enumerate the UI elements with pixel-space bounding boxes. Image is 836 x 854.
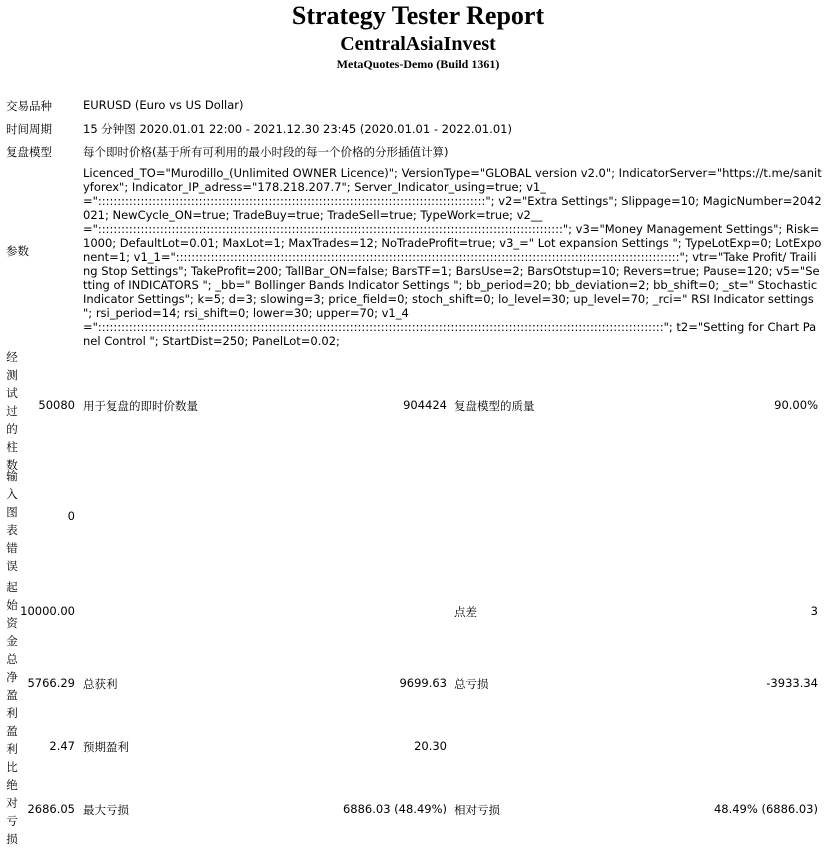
max-drawdown-label: 最大亏损 xyxy=(83,803,129,817)
expected-payoff-label: 预期盈利 xyxy=(83,740,129,754)
spread-label: 点差 xyxy=(454,605,477,619)
quality-label: 复盘模型的质量 xyxy=(454,399,535,413)
params-value: Licenced_TO="Murodillo_(Unlimited OWNER Licence)"; VersionType="GLOBAL version v2.0"; IndicatorServer="https://t.me/sanityforex"; Indicator_IP_adress="178.218.207.7"; Server_Indicator_using=true; v1_="::::::::::::::::::::::::::::::::::::::::::::::::::::::::::::::::::::::::::::::::::::::::::::::::::::"; v2="Extra Settings"; Slippage=10; MagicNumber=2042021; NewCycle_ON=true; TradeBuy=true; TradeSell=true; TypeWork=true; v2__="::::::::::::::::::::::::::::::::::::::::::::::::::::::::::::::::::::::::::::::::::::::::::::::::::::::::::::::::::::::::"; v3="Money Management Settings"; Risk=1000; DefaultLot=0.01; MaxLot=1; MaxTrades=12; NoTradeProfit=true; v3_=" Lot expansion Settings "; TypeLotExp=0; LotExponent=1; v1_1="::::::::::::::::::::::::::::::::::::::::::::::::::::::::::::::::::::::::::::::::::::::::::::::::::::::::::::::::::::::::::::::::::"; vtr="Take Profit/ Trailing Stop Settings"; TakeProfit=200; TallBar_ON=false; BarsTF=1; BarsUse=2; BarsOtstup=10; Revers=true; Pause=120; v5="Setting of INDICATORS "; _bb=" Bollinger Bands Indicator Settings "; bb_period=20; bb_deviation=2; bb_shift=0; _st=" Stochastic Indicator Settings"; k=5; d=3; slowing=3; price_field=0; stoch_shift=0; lo_level=30; up_level=70; _rci=" RSI Indicator settings "; rsi_period=14; rsi_shift=0; lower=30; upper=70; v1_4="::::::::::::::::::::::::::::::::::::::::::::::::::::::::::::::::::::::::::::::::::::::::::::::::::::::::::::::::::::::::::::::::::::::::::::::::::"; t2="Setting for Chart Panel Control "; StartDist=250; PanelLot=0.02; xyxy=(83,166,822,348)
symbol-value: EURUSD (Euro vs US Dollar) xyxy=(83,98,244,112)
symbol-label: 交易品种 xyxy=(6,99,52,113)
gross-profit-value: 9699.63 xyxy=(399,676,447,690)
gross-loss-label: 总亏损 xyxy=(454,677,489,691)
build-info: MetaQuotes-Demo (Build 1361) xyxy=(336,57,500,71)
company-name: CentralAsiaInvest xyxy=(340,33,496,55)
absolute-drawdown-label: 绝对亏损 xyxy=(6,778,18,846)
expected-payoff-value: 20.30 xyxy=(414,739,447,753)
absolute-drawdown-value: 2686.05 xyxy=(27,802,75,816)
chart-errors-value: 0 xyxy=(67,509,75,523)
ticks-value: 904424 xyxy=(403,398,447,412)
bars-tested-value: 50080 xyxy=(38,398,75,412)
net-profit-value: 5766.29 xyxy=(27,676,75,690)
relative-drawdown-value: 48.49% (6886.03) xyxy=(713,802,818,816)
quality-value: 90.00% xyxy=(774,398,818,412)
ticks-label: 用于复盘的即时价数量 xyxy=(83,399,198,413)
model-label: 复盘模型 xyxy=(6,145,52,159)
period-value: 15 分钟图 2020.01.01 22:00 - 2021.12.30 23:45 (2020.01.01 - 2022.01.01) xyxy=(83,122,512,136)
period-label: 时间周期 xyxy=(6,122,52,136)
report-title: Strategy Tester Report xyxy=(291,1,545,30)
profit-factor-label: 盈利比 xyxy=(6,724,18,774)
bars-tested-label: 经测试过的柱数 xyxy=(6,350,18,472)
net-profit-label: 总净盈利 xyxy=(6,652,18,720)
model-value: 每个即时价格(基于所有可利用的最小时段的每一个价格的分形插值计算) xyxy=(83,145,449,159)
profit-factor-value: 2.47 xyxy=(49,739,75,753)
spread-value: 3 xyxy=(810,604,818,618)
gross-loss-value: -3933.34 xyxy=(766,676,818,690)
max-drawdown-value: 6886.03 (48.49%) xyxy=(342,802,447,816)
params-label: 参数 xyxy=(6,244,29,258)
initial-deposit-value: 10000.00 xyxy=(20,604,75,618)
gross-profit-label: 总获利 xyxy=(83,677,118,691)
initial-deposit-label: 起始资金 xyxy=(6,580,18,648)
chart-errors-label: 输入图表错误 xyxy=(6,469,18,573)
relative-drawdown-label: 相对亏损 xyxy=(454,803,500,817)
